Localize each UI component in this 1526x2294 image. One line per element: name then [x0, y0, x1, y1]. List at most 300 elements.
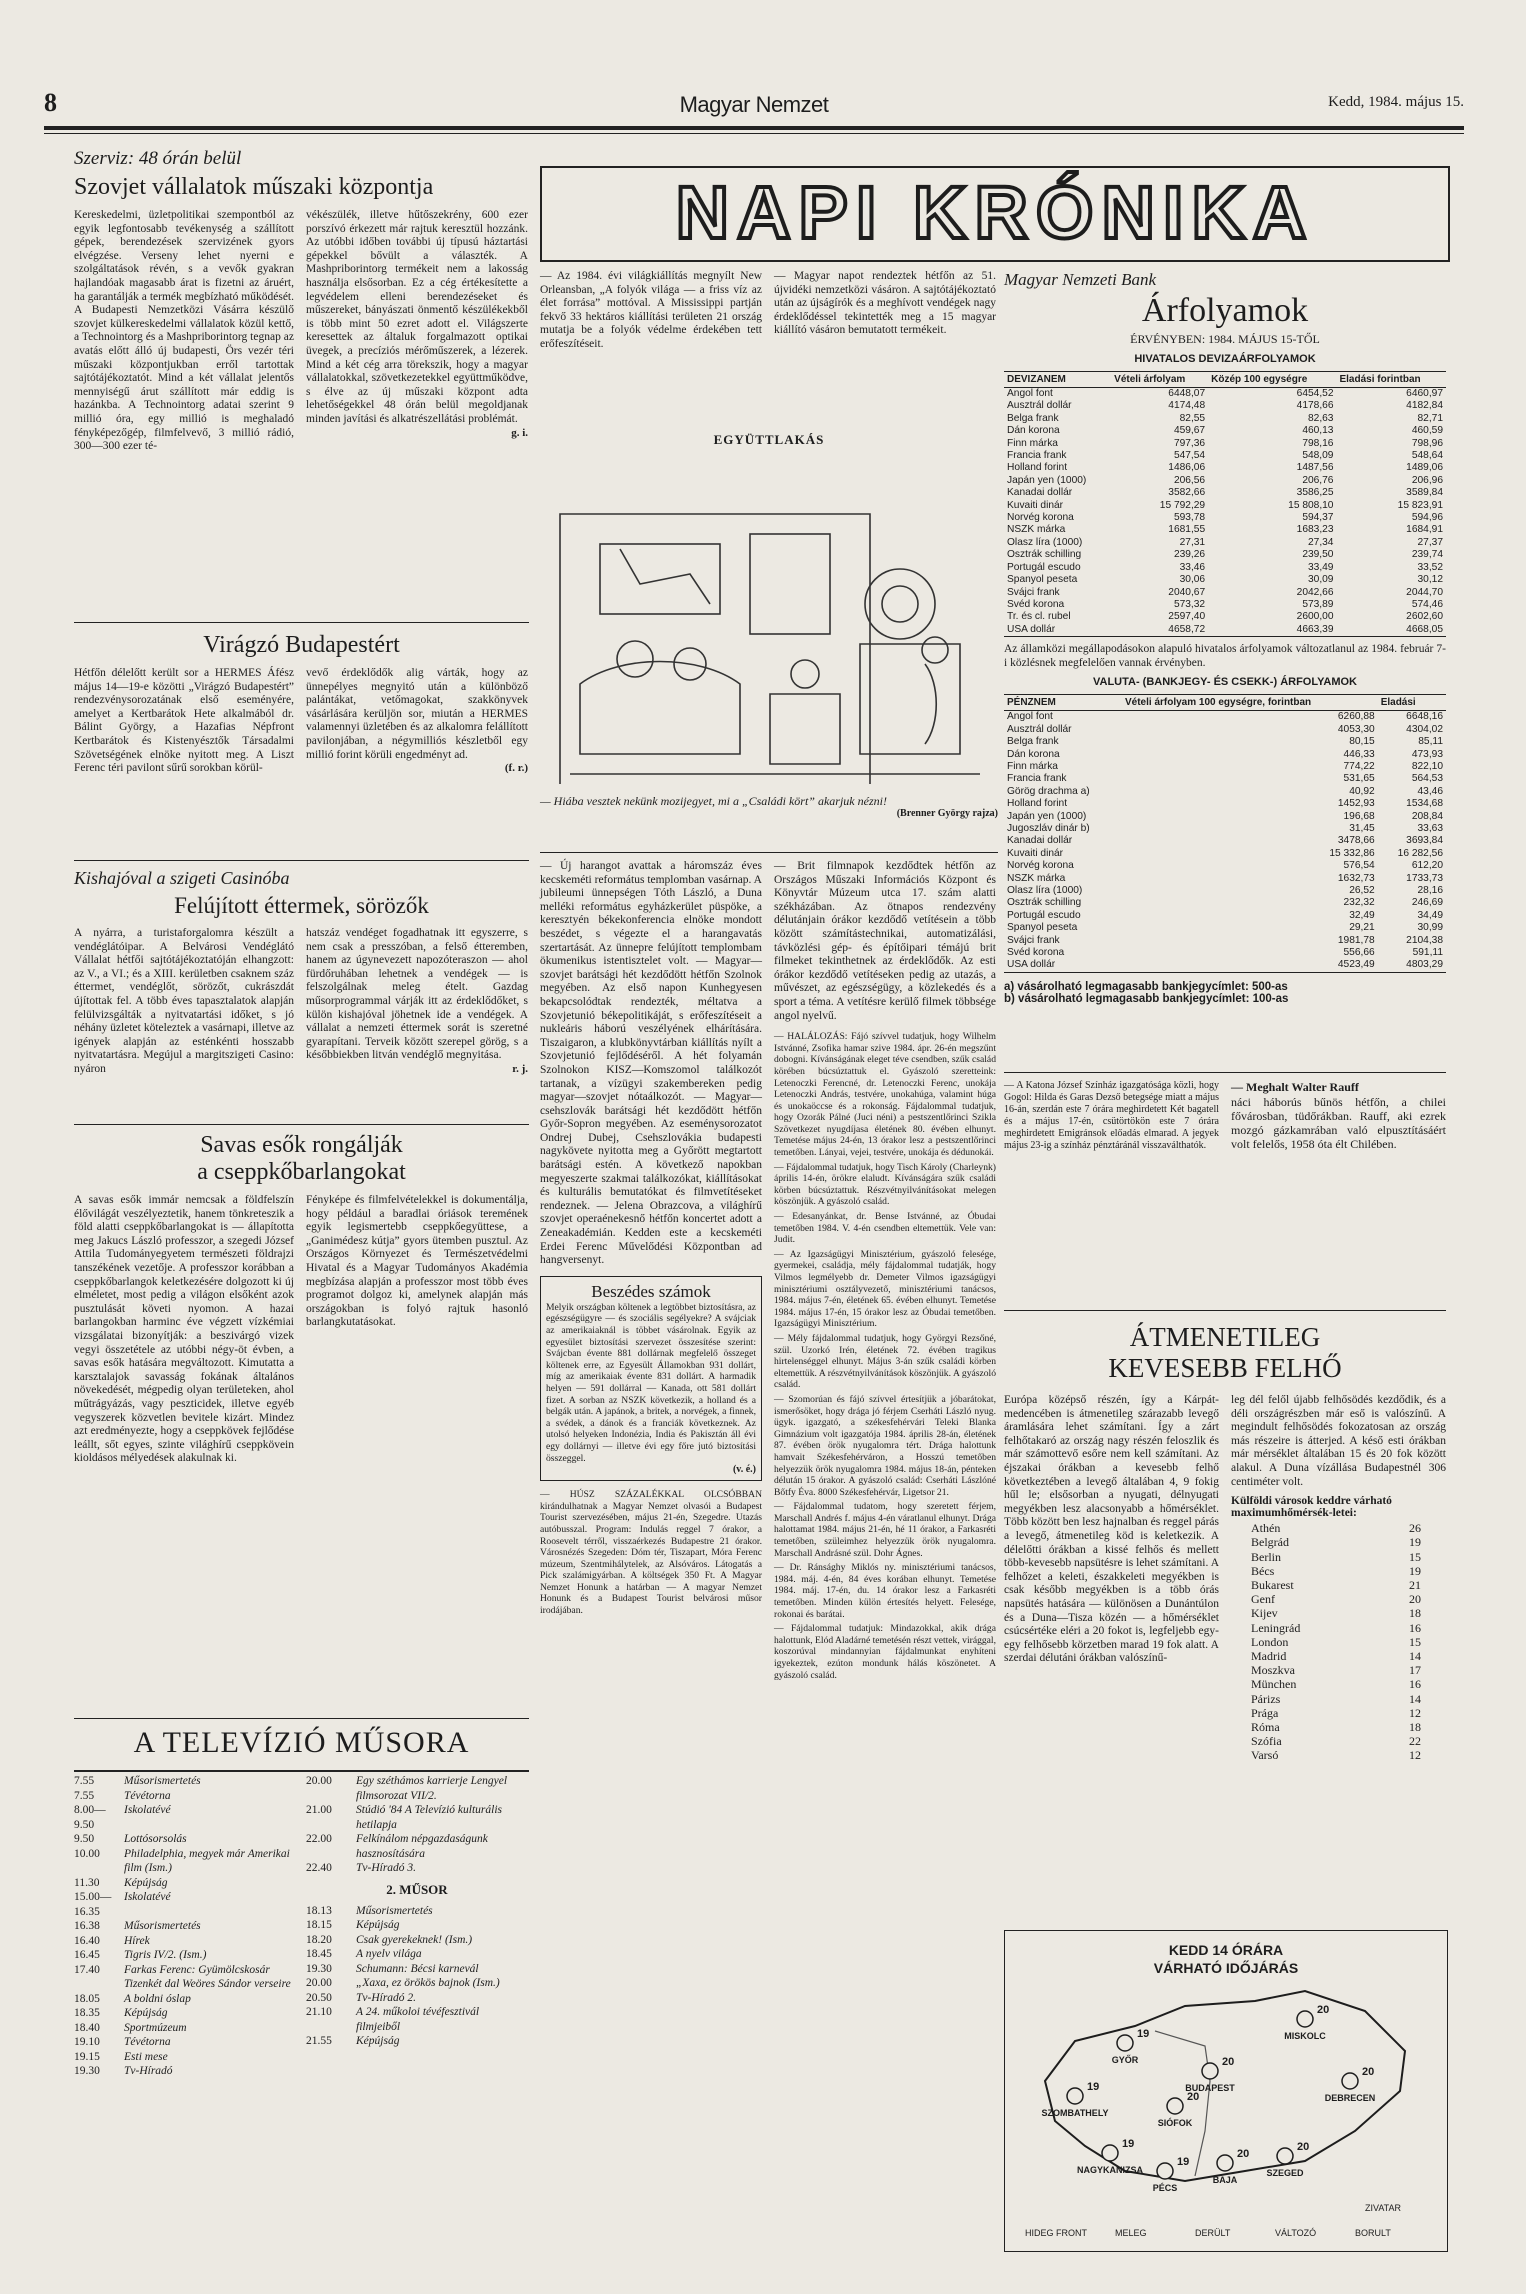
weather-symbol	[1277, 2148, 1293, 2164]
city-name: Párizs	[1251, 1691, 1281, 1706]
rauff-title: — Meghalt Walter Rauff	[1231, 1080, 1359, 1094]
tv-listing	[74, 1963, 296, 1992]
rate-value: 6460,97	[1406, 388, 1443, 399]
tv-listing	[306, 1947, 528, 1962]
map-temp: 20	[1222, 2056, 1235, 2068]
foreign-temps	[1251, 1521, 1421, 1762]
rate-value: 30,09	[1307, 574, 1334, 586]
tv-time: 9.50	[74, 1833, 95, 1845]
fx-row	[1004, 562, 1446, 574]
currency-name: Finn márka	[1007, 437, 1058, 449]
fx-header: PÉNZNEM	[1004, 695, 1122, 711]
foreign-temps-title: Külföldi városok keddre várható maximumhőmérsék-letei:	[1231, 1495, 1392, 1520]
fx-row	[1004, 910, 1446, 922]
tv-time: 21.00	[306, 1804, 332, 1816]
rate-value: 1681,55	[1168, 524, 1206, 536]
city-row	[1251, 1635, 1421, 1649]
katona-notice: — A Katona József Színház igazgatósága közli, hogy Gogol: Hilda és Garas Dezső betegsége miatt a május 16-án, szerdán este 7 órára meghirdetett Két bagatell és a május 17-én, csütörtökön este 7 órára meghirdetett Emigránsok előadás elmarad. A jegyek május 23-ig a színház pénztáránál visszaválthatók.	[1004, 1080, 1219, 1151]
tv-time: 19.10	[74, 2036, 100, 2048]
city-temp: 16	[1409, 1620, 1421, 1635]
beszedes-box	[540, 1276, 762, 1481]
map-temp: 20	[1237, 2148, 1250, 2160]
fx-row	[1004, 823, 1446, 835]
fx-row	[1004, 848, 1446, 860]
tv-listing	[74, 2035, 296, 2050]
tv-show: Képújság	[356, 1919, 400, 1931]
currency-name: Ausztrál dollár	[1007, 400, 1072, 412]
city-row	[1251, 1521, 1421, 1535]
rate-value: 16 282,56	[1397, 847, 1443, 859]
map-legend-item: MELEG	[1115, 2228, 1147, 2238]
tv-show: Stúdió '84 A Televízió kulturális hetilapja	[356, 1804, 503, 1831]
tv-listing	[306, 1904, 528, 1919]
currency-name: Osztrák schilling	[1007, 549, 1082, 561]
weather-symbol	[1342, 2073, 1358, 2089]
tv-listing	[74, 1774, 296, 1789]
fx-header: DEVIZANEM	[1004, 372, 1111, 388]
bank-validity: ÉRVÉNYBEN: 1984. MÁJUS 15-TŐL	[1130, 332, 1320, 346]
bank-section-2: VALUTA- (BANKJEGY- ÉS CSEKK-) ÁRFOLYAMOK	[1092, 676, 1358, 689]
city-temp: 22	[1409, 1734, 1421, 1749]
tv-show: Műsorismertetés	[124, 1775, 201, 1787]
tv-show: A nyelv világa	[356, 1948, 422, 1960]
rate-value: 40,92	[1349, 785, 1375, 797]
article-col: A nyárra, a turistaforgalomra készült a vendéglátóipar. A Belvárosi Vendéglátó Vállalat hétfői sajtótájékoztatóján elhangzott: az V., a VI.; és a XIII. kerületben csaknem száz éttermet, vendéglőt, sörözőt, cukrászdát újítottak fel. A több éves tapasztalatok alapján felülvizsgálták a nyitvatartási időket, s jó néhány üzletet köteleztek a vasárnapi, illetve az igények alapján az esténkénti hosszabb nyitvatartásra. Megújul a margitszigeti Casino: nyáron	[74, 927, 294, 1075]
rate-value: 3478,66	[1337, 835, 1375, 847]
rate-value: 28,16	[1417, 885, 1443, 896]
currency-name: Svájci frank	[1007, 586, 1060, 598]
map-temp: 19	[1122, 2138, 1135, 2150]
kronika-banner	[540, 166, 1450, 262]
rate-value: 612,20	[1411, 860, 1443, 872]
tv-listing	[306, 1991, 528, 2006]
article-col: Fényképe és filmfelvételekkel is dokumentálja, hogy például a baradlai óriások teremének egyik legismertebb cseppkőegyüttese, a „Ganimédesz kútja” gyors ütemben pusztul. Az Országos Környezet és Természetvédelmi Hivatal és a Magyar Tudományos Akadémia megbízása alapján a professzor most több éves programot dolgoz ki, amelynek alapján más országokban is folyó rajtuk hasonló barlangkutatásokat.	[306, 1194, 528, 1329]
fx-row	[1004, 524, 1446, 536]
tv-show: A boldni óslap	[124, 1992, 191, 2005]
rate-value: 33,49	[1307, 561, 1334, 573]
rate-value: 594,96	[1411, 512, 1443, 524]
rate-value: 30,99	[1417, 922, 1443, 934]
tv-time: 10.00	[74, 1847, 100, 1860]
tv-time: 16.40	[74, 1934, 100, 1947]
currency-name: Spanyol peseta	[1007, 922, 1078, 934]
tv-time: 16.45	[74, 1949, 100, 1961]
tv-show: Schumann: Bécsi karnevál	[356, 1962, 479, 1975]
city-name: Kijev	[1251, 1606, 1278, 1621]
bank-section-1: HIVATALOS DEVIZAÁRFOLYAMOK	[1134, 353, 1316, 365]
city-row	[1251, 1663, 1421, 1677]
fx-row	[1004, 897, 1446, 909]
tv-time: 18.20	[306, 1933, 332, 1946]
city-row	[1251, 1677, 1421, 1691]
article-signature: g. i.	[511, 426, 528, 439]
weather-symbol	[1157, 2163, 1173, 2179]
tv-time: 18.13	[306, 1904, 332, 1917]
rate-value: 1632,73	[1337, 872, 1375, 884]
city-temp: 19	[1409, 1535, 1421, 1550]
kronika-item: — Magyar napot rendeztek hétfőn az 51. újvidéki nemzetközi vásáron. A sajtótájékoztató után az újságírók és a meghívott vendégek nagy érdeklődéssel tekintették meg a 15 magyar kiállító vásáron bemutatott termékeit.	[774, 270, 996, 337]
city-name: Genf	[1251, 1592, 1275, 1607]
rate-value: 33,46	[1179, 561, 1206, 573]
currency-name: USA dollár	[1007, 959, 1056, 971]
rate-value: 573,32	[1173, 598, 1206, 610]
fx-row	[1004, 475, 1446, 487]
death-notice: — Mély fájdalommal tudatjuk, hogy Györgyi Rezsőné, szül. Uzorkó Irén, életének 72. évében tragikus hirtelenséggel elhunyt. Május 3-án szűk családi körben eltemettük. A részvétnyilvánítások köszönjük. A gyászoló család.	[774, 1332, 996, 1391]
tv-show: Tigris IV/2. (Ism.)	[124, 1949, 207, 1961]
currency-name: Portugál escudo	[1007, 561, 1081, 573]
fx-row	[1004, 587, 1446, 599]
weather	[1004, 1322, 1446, 1763]
fx-row	[1004, 611, 1446, 623]
tv-time: 22.00	[306, 1833, 332, 1845]
fx-header: Vételi árfolyam	[1111, 372, 1208, 388]
city-name: Belgrád	[1251, 1535, 1289, 1550]
rate-value: 15 823,91	[1397, 499, 1443, 511]
tv-time: 21.55	[306, 2035, 332, 2047]
tv-show: Hírek	[124, 1934, 150, 1947]
bank-name: Magyar Nemzeti Bank	[1004, 270, 1157, 289]
fx-row	[1004, 599, 1446, 611]
rate-value: 27,37	[1417, 536, 1443, 548]
currency-name: Belga frank	[1007, 736, 1059, 748]
currency-name: Portugál escudo	[1007, 909, 1081, 921]
city-temp: 14	[1409, 1691, 1421, 1706]
tv-show: Képújság	[356, 2035, 400, 2047]
rate-value: 206,56	[1173, 474, 1206, 486]
tv-time: 7.55	[74, 1775, 95, 1787]
tv-time: 19.15	[74, 2050, 100, 2063]
weather-symbol	[1167, 2098, 1183, 2114]
rate-value: 4663,39	[1296, 623, 1334, 635]
rate-value: 4182,84	[1406, 400, 1443, 412]
rate-value: 591,11	[1412, 947, 1443, 959]
rate-value: 1534,68	[1406, 798, 1443, 810]
rate-value: 564,53	[1411, 773, 1443, 785]
tv-listing	[74, 1948, 296, 1963]
weather-symbol	[1297, 2011, 1313, 2027]
rate-value: 1683,23	[1296, 524, 1334, 536]
rate-value: 232,32	[1343, 897, 1375, 909]
tv-show: Tévétorna	[124, 2036, 171, 2048]
city-name: Szófia	[1251, 1734, 1282, 1749]
weather-map	[1004, 1930, 1448, 2252]
rate-value: 27,31	[1179, 536, 1206, 548]
city-row	[1251, 1578, 1421, 1592]
rate-value: 460,13	[1302, 425, 1334, 437]
tv-time: 20.00	[306, 1977, 332, 1989]
map-temp: 19	[1087, 2081, 1100, 2093]
rate-value: 15 808,10	[1288, 499, 1334, 511]
kronika-lower	[540, 860, 998, 1684]
rate-value: 1733,73	[1406, 872, 1443, 884]
city-temp: 15	[1409, 1549, 1421, 1564]
rate-value: 3693,84	[1406, 835, 1443, 847]
rate-value: 459,67	[1173, 425, 1206, 437]
tv-show: Farkas Ferenc: Gyümölcskosár Tizenkét dal Weöres Sándor verseire	[124, 1963, 291, 1990]
rate-value: 206,96	[1411, 474, 1443, 486]
rate-value: 1684,91	[1406, 524, 1443, 536]
rate-value: 82,71	[1417, 412, 1443, 424]
tv-show: Lottósorsolás	[124, 1833, 187, 1845]
rate-value: 82,55	[1179, 412, 1206, 424]
tv-time: 16.38	[74, 1920, 100, 1932]
fx-row	[1004, 811, 1446, 823]
currency-name: Jugoszláv dinár b)	[1007, 822, 1090, 834]
weather-symbol	[1202, 2063, 1218, 2079]
city-row	[1251, 1550, 1421, 1564]
rate-value: 15 792,29	[1159, 499, 1206, 511]
city-temp: 15	[1409, 1634, 1421, 1649]
city-temp: 17	[1409, 1663, 1421, 1678]
fx-header: Vételi árfolyam 100 egységre, forintban	[1122, 695, 1378, 711]
cartoon-drawing	[540, 454, 998, 794]
article-col: vékészülék, illetve hűtőszekrény, 600 ezer porszívó érkezett már rajtuk keresztül hozzánk. Az utóbbi időben további új típusú háztartási gépekkel bővült a választék. A Mashpriborintorg termékeit nem a lakosság használja elsősorban. Ez a cég értékesítette a legvédelem elleni berendezéseket és műszereket, bányászati önmentő készülékekből is több mint 50 ezret adott el. Világszerte keresettek az általuk forgalmazott optikai üvegek, a precíziós mérőműszerek, a lézerek. Mind a két cég arra törekszik, hogy a magyar vállalatokkal, szövetkezetekkel együttműködve, s élve az új műszaki központ adta lehetőségekkel 48 órán belül megoldjanak minden javítási és alkatrészellátási problémát.	[306, 209, 528, 425]
fx-row	[1004, 462, 1446, 474]
fx-row	[1004, 885, 1446, 897]
tv-col-1	[74, 1774, 296, 2079]
article-signature: (f. r.)	[504, 762, 528, 775]
rate-value: 34,49	[1417, 909, 1443, 921]
map-city-label: BUDAPEST	[1185, 2083, 1235, 2093]
currency-name: Holland forint	[1007, 798, 1068, 810]
rate-value: 2597,40	[1168, 611, 1206, 623]
currency-name: Kuvaiti dinár	[1007, 499, 1064, 511]
map-city-label: MISKOLC	[1284, 2031, 1326, 2041]
fx-row	[1004, 786, 1446, 798]
fx-row	[1004, 761, 1446, 773]
beszedes-signature: (v. é.)	[732, 1464, 756, 1476]
tv-time: 20.00	[306, 1775, 332, 1787]
fx-header: Közép 100 egységre	[1208, 372, 1336, 388]
tv-show: A 24. műkoloi tévéfesztivál filmjeiből	[356, 2006, 480, 2033]
death-notice: — Fájdalommal tudatjuk, hogy Tisch Károly (Charleynk) április 14-én, örökre elaludt. Kívánságára szűk családi körben búcsúztattuk. Részvétnyilvánításokat melegen köszönjük. A gyászoló család.	[774, 1161, 996, 1208]
fx-row	[1004, 512, 1446, 524]
bank-rates	[1004, 270, 1446, 1005]
article-col: hatszáz vendéget fogadhatnak itt egyszerre, s nem csak a presszóban, a felső étteremben, hanem az úgynevezett napozóteraszon — ahol fürdőruhában lehetnek a vendégek — is felszolgálnak meleg ételt. Gazdag műsorprogrammal várják itt az érdeklődőket, s külön kishajóval jöhetnek ide a vendégek. A vállalat a nemzeti éttermek sorát is szeretné gyarapítani. Terveik között szerepel görög, s a későbbiekben litván vendéglő megnyitása.	[306, 927, 528, 1062]
map-city-label: GYŐR	[1111, 2055, 1139, 2065]
city-name: Athén	[1251, 1521, 1281, 1536]
tv-col-2	[306, 1774, 528, 1876]
tv-listing	[74, 1803, 296, 1832]
currency-name: Kanadai dollár	[1007, 487, 1073, 499]
article-title: Savas esők rongálják	[200, 1132, 403, 1158]
rate-value: 574,46	[1411, 598, 1443, 610]
currency-name: NSZK márka	[1007, 872, 1066, 884]
cartoon-author: (Brenner György rajza)	[896, 808, 998, 819]
currency-name: Dán korona	[1007, 748, 1060, 760]
weather-title: ÁTMENETILEG	[1129, 1322, 1321, 1352]
tv-time: 8.00—9.50	[74, 1804, 106, 1831]
city-temp: 12	[1409, 1748, 1421, 1763]
divider	[74, 860, 529, 861]
currency-name: Spanyol peseta	[1007, 574, 1078, 586]
tv-show: Tv-Híradó 3.	[356, 1862, 417, 1874]
currency-name: Finn márka	[1007, 760, 1058, 772]
tv-program	[74, 1726, 529, 2079]
tv-listing	[306, 1933, 528, 1948]
rate-value: 531,65	[1343, 773, 1375, 785]
tv-second-channel: 2. MŰSOR	[386, 1881, 448, 1897]
map-city-label: SIÓFOK	[1157, 2118, 1193, 2128]
kronika-item: — Az 1984. évi világkiállítás megnyílt New Orleansban, „A folyók világa — a friss víz az élet forrása” mottóval. A Mississippi partján fekvő 33 hektáros kiállítási területen 21 ország mutatja be a folyók védelme érdekében tett erőfeszítéseit.	[540, 270, 762, 350]
rate-value: 82,63	[1307, 412, 1334, 424]
tv-listing	[74, 2021, 296, 2036]
fx-row	[1004, 388, 1446, 401]
bank-note: Az államközi megállapodásokon alapuló hivatalos árfolyamok változatlanul az 1984. február 7-i közlésnek megfelelően vannak érvényben.	[1004, 643, 1446, 669]
fx-row	[1004, 736, 1446, 748]
map-city-label: SZOMBATHELY	[1041, 2108, 1109, 2118]
currency-name: Svéd korona	[1007, 598, 1065, 610]
weather-text: leg dél felől újabb felhősödés kezdődik, és a déli országrészben már eső is valószínű. A megindult felhősödés fokozatosan az ország más részeire is átterjed. A késő esti órákban már mérséklet általában 15 és 20 fok között alakul. A Duna vízállása Budapestnél 306 centiméter volt.	[1231, 1394, 1446, 1488]
rate-value: 573,89	[1302, 598, 1334, 610]
city-name: London	[1251, 1634, 1289, 1649]
fx-row	[1004, 798, 1446, 810]
issue-date: Kedd, 1984. május 15.	[1328, 94, 1464, 110]
paper-name: Magyar Nemzet	[679, 92, 829, 117]
tv-time: 7.55	[74, 1789, 95, 1802]
tv-show: Műsorismertetés	[356, 1904, 433, 1917]
tv-time: 18.40	[74, 2021, 100, 2034]
rate-value: 80,15	[1349, 736, 1375, 748]
tv-time: 19.30	[306, 1962, 332, 1975]
map-city-label: DEBRECEN	[1324, 2093, 1376, 2103]
tv-show: Philadelphia, megyek már Amerikai film (Ism.)	[124, 1847, 290, 1874]
rate-value: 6454,52	[1296, 388, 1334, 399]
rauff-text: náci háborús bűnös hétfőn, a chilei fővárosban, tüdőrákban. Rauff, aki ezrek mozgó gázkamrában való elpusztításáért volt felelős, 1958 óta élt Chilében.	[1231, 1095, 1446, 1151]
city-name: Berlin	[1251, 1549, 1281, 1564]
death-notice: — Edesanyánkat, dr. Bense Istvánné, az Óbudai temetőben 1984. V. 4-én csendben eltemettük. Vele van: Judit.	[774, 1211, 996, 1246]
article-title: a cseppkőbarlangokat	[197, 1159, 406, 1185]
rate-value: 548,64	[1411, 450, 1443, 462]
currency-name: Olasz líra (1000)	[1007, 885, 1083, 896]
beszedes-text: Melyik országban költenek a legtöbbet biztosításra, az egészségügyre — és szociális segélyekre? A svájciak az amerikaiaknál is többet vásárolnak. Egyik az egyesület biztosítási szervezet összesítése szerint: Svájcban évente 881 dollárnak megfelelő összeget költenek erre, az Egyesült Államokban 931 dollárt, míg az amerikaiak évente 831 dollárt. A harmadik helyen — 591 dollárral — Kanada, ott 581 dollárt fizet. A sorban az NSZK következik, a holland és a belgák után. A japánok, a britek, a norvégek, a finnek, a svédek, a dánok és a franciák következnek. Az utolsó helyeken Indonézia, India és Pakisztán áll évi egy dollárnyi — illetve évi egy főre jutó biztosítási összeggel.	[546, 1301, 756, 1464]
fx-header: Eladási forintban	[1336, 372, 1446, 388]
tv-listing	[74, 1847, 296, 1876]
tv-show: „Xaxa, ez örökös bajnok (Ism.)	[356, 1977, 500, 1989]
map-title: VÁRHATÓ IDŐJÁRÁS	[1153, 1960, 1299, 1976]
tv-col-3	[306, 1904, 528, 2049]
rate-value: 2044,70	[1406, 586, 1443, 598]
fx-row	[1004, 549, 1446, 561]
map-legend-item: HIDEG FRONT	[1025, 2228, 1087, 2238]
currency-name: Kuvaiti dinár	[1007, 847, 1064, 859]
rate-value: 4304,02	[1406, 723, 1443, 735]
cartoon	[540, 432, 998, 844]
currency-name: Francia frank	[1007, 773, 1067, 785]
tv-show: Képújság	[124, 2007, 168, 2019]
rate-value: 4174,48	[1168, 400, 1206, 412]
divider	[540, 852, 998, 853]
death-notices	[774, 1031, 996, 1681]
city-temp: 21	[1409, 1577, 1421, 1592]
currency-name: USA dollár	[1007, 623, 1056, 635]
city-row	[1251, 1606, 1421, 1620]
weather-symbol	[1217, 2155, 1233, 2171]
currency-name: Francia frank	[1007, 450, 1067, 462]
tv-time: 18.45	[306, 1948, 332, 1960]
map-temp: 20	[1297, 2141, 1310, 2153]
currency-name: Svájci frank	[1007, 934, 1060, 946]
cartoon-title: EGYÜTTLAKÁS	[713, 432, 825, 447]
currency-name: Angol font	[1007, 711, 1053, 723]
tv-show: Műsorismertetés	[124, 1920, 201, 1932]
article-title: Szovjet vállalatok műszaki központja	[74, 174, 434, 200]
city-name: Moszkva	[1251, 1663, 1295, 1678]
map-temp: 19	[1137, 2028, 1150, 2040]
tv-show: Iskolatévé	[124, 1804, 171, 1816]
fx-row	[1004, 438, 1446, 450]
tv-listing	[74, 2064, 296, 2079]
article-viragzo	[74, 632, 529, 776]
fx-row	[1004, 624, 1446, 637]
death-notice: — Fájdalommal tudatjuk: Mindazokkal, akik drága halottunk, Elód Aladárné temetésén részt vettek, virággal, koszorúval mindannyian fájdalmunkat enyhíteni igyekeztek, ezúton mondunk hálás köszönetet. A gyászoló család.	[774, 1623, 996, 1681]
map-city-label: SZEGED	[1266, 2168, 1304, 2178]
article-szovjet	[74, 148, 529, 454]
tv-show: Iskolatévé	[124, 1891, 171, 1903]
rate-value: 556,66	[1343, 947, 1375, 959]
tv-listing	[306, 1976, 528, 1991]
rate-value: 33,63	[1417, 822, 1443, 834]
currency-name: NSZK márka	[1007, 524, 1066, 536]
rate-value: 6648,16	[1406, 711, 1443, 723]
tv-listing	[74, 1934, 296, 1949]
currency-name: Angol font	[1007, 388, 1053, 399]
rate-value: 30,06	[1179, 574, 1206, 586]
rate-value: 446,33	[1343, 748, 1375, 760]
tv-show: Felkínálom népgazdaságunk hasznosítására	[356, 1833, 488, 1860]
death-notice: — Dr. Ránsághy Miklós ny. minisztériumi tanácsos, 1984. máj. 4-én, 84 éves korában elhunyt. Temetése 1984. máj. 17-én, du. 14 órakor lesz a Farkasréti temetőben. Minden külön értesítés helyett. Felesége, rokonai és barátai.	[774, 1562, 996, 1620]
rate-value: 6260,88	[1337, 711, 1375, 723]
map-city-label: BAJA	[1212, 2175, 1238, 2185]
tv-time: 17.40	[74, 1963, 100, 1976]
weather-title: KEVESEBB FELHŐ	[1108, 1353, 1342, 1383]
fx-row	[1004, 413, 1446, 425]
city-row	[1251, 1692, 1421, 1706]
masthead-rule	[44, 126, 1464, 130]
fx-row	[1004, 711, 1446, 724]
article-col: Hétfőn délelőtt került sor a HERMES Áfész május 14—19-e közötti „Virágzó Budapestért” rendezvénysorozatának első eseményére, amelyet a Kertbarátok Hete alkalmából dr. Bálint György, a Hazafias Népfront Kertbarátok és Kistenyésztők Társadalmi Szövetségének elnöke nyitott meg. A Liszt Ferenc téri pavilont sűrű sorokban körül-	[74, 667, 294, 775]
fx-table-cash	[1004, 694, 1446, 973]
fx-row	[1004, 860, 1446, 872]
tv-time: 18.15	[306, 1919, 332, 1931]
divider	[1004, 1310, 1446, 1311]
rate-value: 239,50	[1302, 549, 1334, 561]
tv-listing	[306, 1861, 528, 1876]
divider	[1004, 1072, 1446, 1073]
fx-row	[1004, 922, 1446, 934]
rate-value: 27,34	[1307, 536, 1334, 548]
rate-value: 2042,66	[1296, 586, 1334, 598]
city-name: Madrid	[1251, 1648, 1287, 1663]
rate-value: 3582,66	[1168, 487, 1206, 499]
map-title: KEDD 14 ÓRÁRA	[1168, 1942, 1284, 1958]
rate-value: 473,93	[1411, 748, 1443, 760]
map-temp: 20	[1187, 2091, 1200, 2103]
tv-listing	[74, 1890, 296, 1919]
city-temp: 12	[1409, 1705, 1421, 1720]
fx-row	[1004, 749, 1446, 761]
rate-value: 4178,66	[1296, 400, 1334, 412]
city-name: Bécs	[1251, 1563, 1275, 1578]
map-legend-item: BORULT	[1355, 2228, 1391, 2238]
currency-name: Belga frank	[1007, 412, 1059, 424]
article-signature: r. j.	[512, 1062, 528, 1075]
weather-symbol	[1067, 2088, 1083, 2104]
fx-row	[1004, 947, 1446, 959]
currency-name: Japán yen (1000)	[1007, 474, 1087, 486]
tv-listing	[306, 2034, 528, 2049]
death-notice: — HALÁLOZÁS: Fájó szívvel tudatjuk, hogy Wilhelm Istvánné, Zsofika hamar szive 1984. ápr. 26-én megszűnt dobogni. Kívánságának eleget téve csendben, szűk család körében búcsúztattuk el. Gyászoló szeretteink: Letenoczki Ferencné, dr. Letenoczki Ferenc, unokája Letenoczki András, testvére, unokahúga, valamint húga és unokaöccse és a rokonság. Fájdalommal tudatjuk, hogy Ozorák Pálné (Juci néni) a pestszentlőrinci Szikla Szövetkezet nyugdíjasa életének 80. évében elhunyt. Temetése május 24-én, 13 órakor lesz a pestszentlőrinci temetőben. Lányai, vejei, testvére, unokája és dédunokái.	[774, 1031, 996, 1159]
